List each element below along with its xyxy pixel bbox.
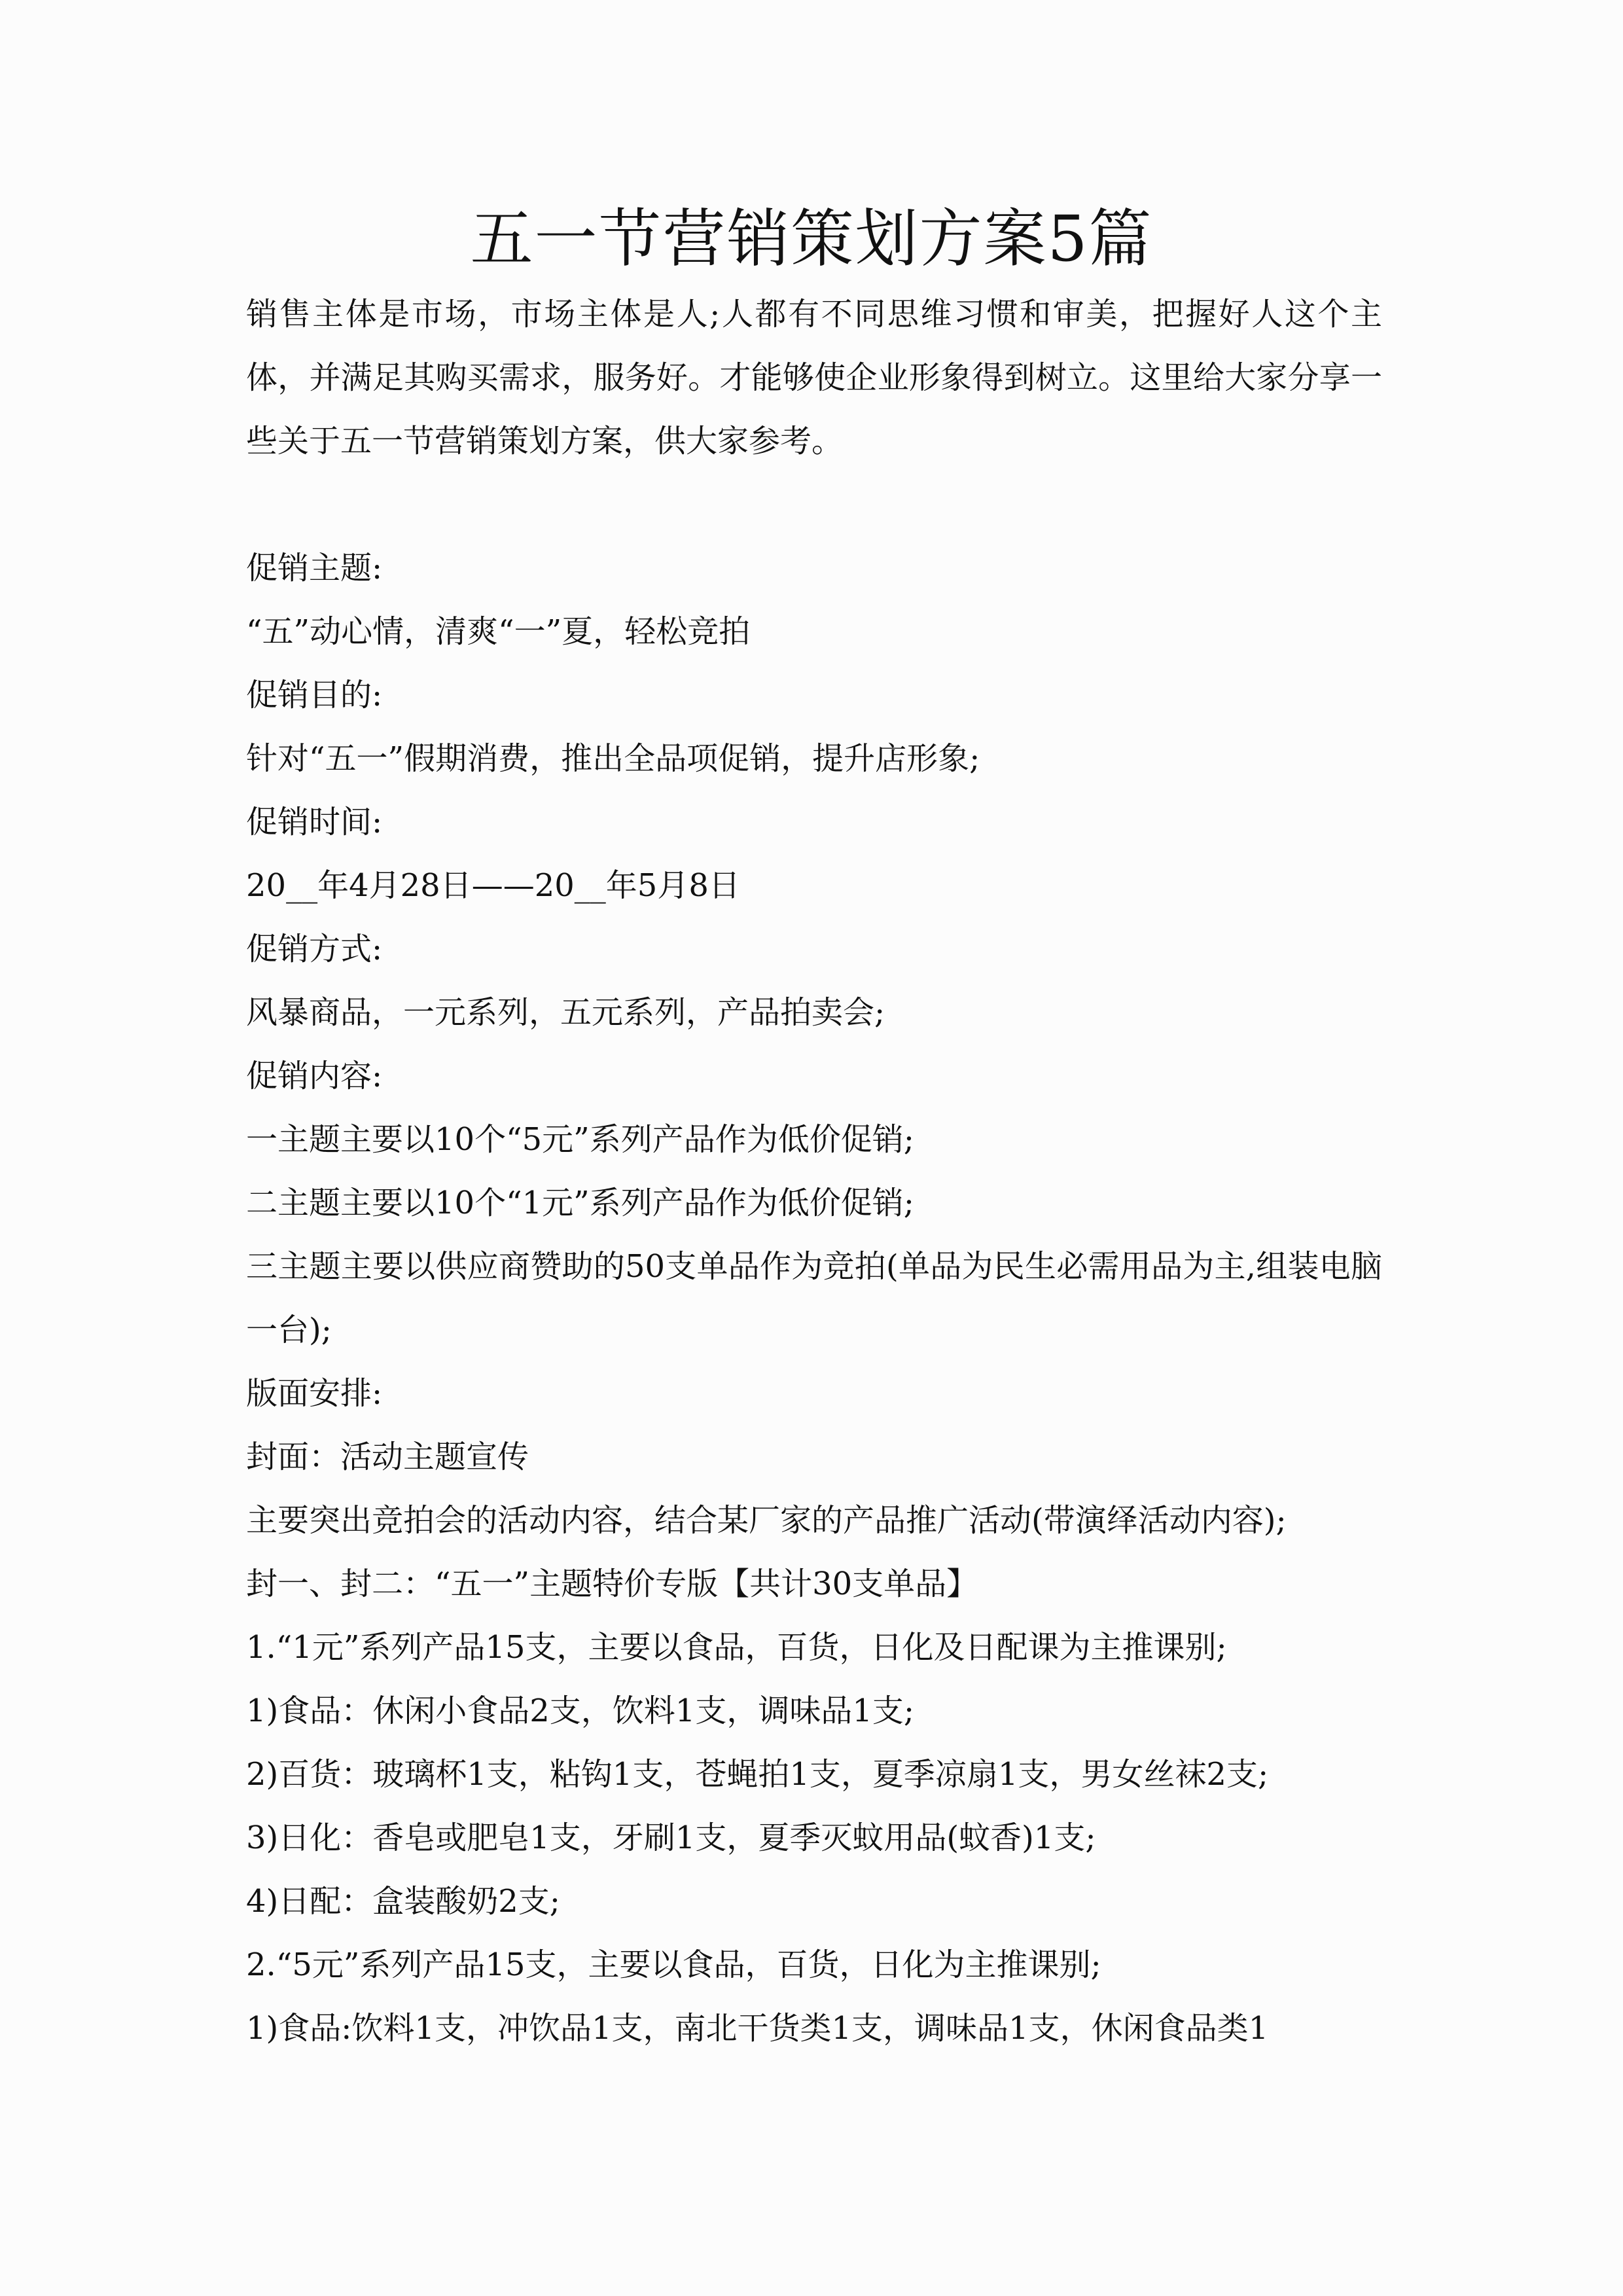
theme-heading: 促销主题: (246, 550, 383, 586)
goal-text: 针对“五一”假期消费，推出全品项促销，提升店形象; (246, 740, 980, 777)
five-yuan-item: 1)食品:饮料1支，冲饮品1支，南北干货类1支，调味品1支，休闲食品类1 (246, 2010, 1269, 2047)
one-yuan-item: 4)日配：盒装酸奶2支; (246, 1883, 560, 1920)
five-yuan-heading: 2.“5元”系列产品15支，主要以食品，百货，日化为主推课别; (246, 1946, 1101, 1983)
one-yuan-item: 2)百货：玻璃杯1支，粘钩1支，苍蝇拍1支，夏季凉扇1支，男女丝袜2支; (246, 1756, 1269, 1793)
cover-text: 封面：活动主题宣传 (246, 1439, 529, 1475)
method-heading: 促销方式: (246, 931, 383, 967)
paragraph-spacer (246, 473, 1382, 537)
goal-heading: 促销目的: (246, 677, 383, 713)
document-body (246, 283, 1382, 2060)
time-heading: 促销时间: (246, 804, 383, 840)
layout-heading: 版面安排: (246, 1375, 383, 1412)
cover-detail: 主要突出竞拍会的活动内容，结合某厂家的产品推广活动(带演绎活动内容); (246, 1502, 1287, 1539)
one-yuan-heading: 1.“1元”系列产品15支，主要以食品，百货，日化及日配课为主推课别; (246, 1629, 1227, 1666)
content-heading: 促销内容: (246, 1058, 383, 1094)
document-title: 五一节营销策划方案5篇 (470, 202, 1153, 276)
content-item: 二主题主要以10个“1元”系列产品作为低价促销; (246, 1185, 914, 1221)
cover12-text: 封一、封二：“五一”主题特价专版【共计30支单品】 (246, 1566, 978, 1602)
intro-paragraph: 销售主体是市场，市场主体是人;人都有不同思维习惯和审美，把握好人这个主体，并满足其购买需求，服务好。才能够使企业形象得到树立。这里给大家分享一些关于五一节营销策划方案，供大家参考。 (246, 296, 1382, 459)
method-text: 风暴商品，一元系列，五元系列，产品拍卖会; (246, 994, 885, 1031)
theme-text: “五”动心情，清爽“一”夏，轻松竞拍 (246, 613, 751, 650)
time-text: 20__年4月28日——20__年5月8日 (246, 867, 740, 904)
one-yuan-item: 1)食品：休闲小食品2支，饮料1支，调味品1支; (246, 1693, 915, 1729)
content-item: 三主题主要以供应商赞助的50支单品作为竞拍(单品为民生必需用品为主,组装电脑一台); (246, 1248, 1382, 1348)
content-item: 一主题主要以10个“5元”系列产品作为低价促销; (246, 1121, 914, 1158)
one-yuan-item: 3)日化：香皂或肥皂1支，牙刷1支，夏季灭蚊用品(蚊香)1支; (246, 1820, 1096, 1856)
